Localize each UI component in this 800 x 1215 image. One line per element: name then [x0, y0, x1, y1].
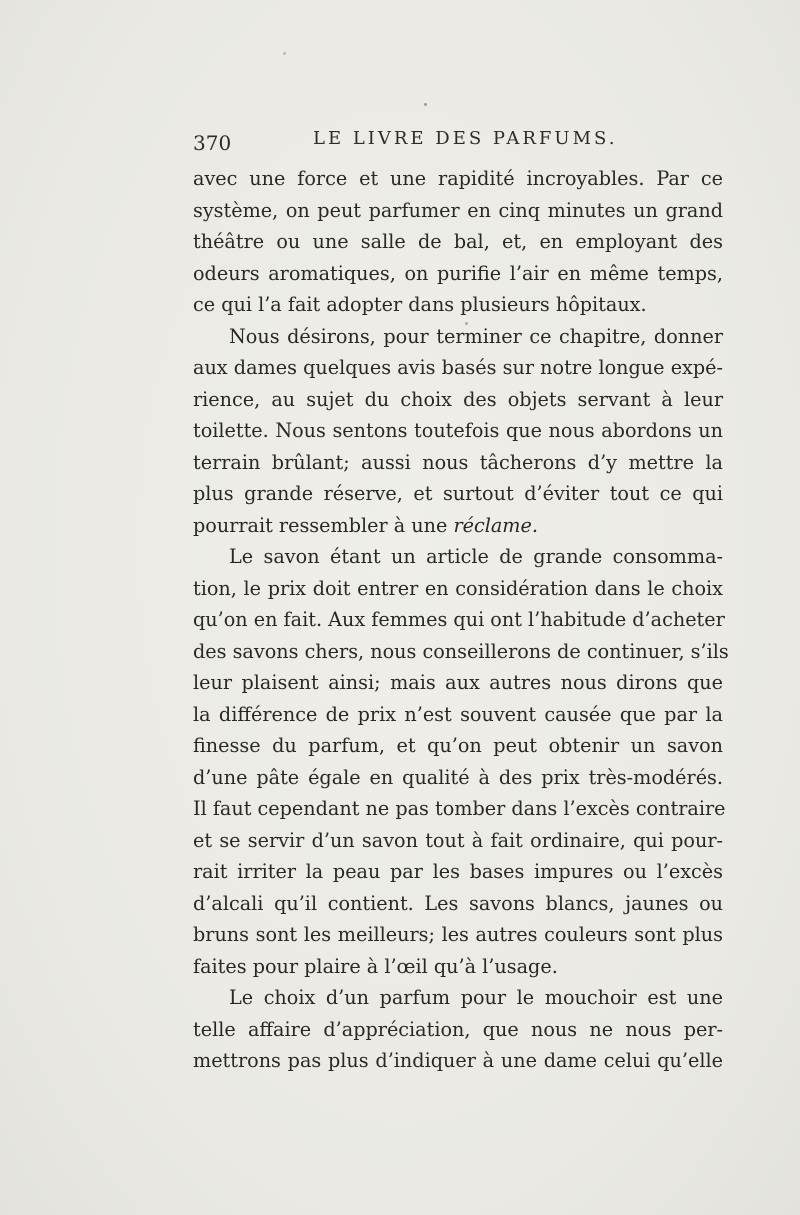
- ink-speck: [283, 52, 286, 55]
- text-line: [193, 352, 723, 384]
- text-line: [193, 321, 723, 353]
- running-title: LE LIVRE DES PARFUMS.: [313, 128, 618, 149]
- text-segment: Le choix d’un parfum pour le mouchoir est une: [229, 986, 723, 1009]
- text-line: [193, 289, 723, 321]
- text-segment: aux dames quelques avis basés sur notre longue expé-: [193, 356, 723, 379]
- italic-word: réclame.: [453, 513, 538, 537]
- page-number: 370: [193, 131, 232, 155]
- text-segment: et se servir d’un savon tout à fait ordinaire, qui pour-: [193, 828, 723, 852]
- ink-speck: [424, 103, 427, 106]
- text-segment: qu’on en fait. Aux femmes qui ont l’habitude d’acheter: [193, 608, 725, 631]
- text-segment: rience, au sujet du choix des objets servant à leur: [193, 387, 723, 411]
- text-segment: Il faut cependant ne pas tomber dans l’excès contraire: [193, 797, 726, 820]
- text-segment: faites pour plaire à l’œil qu’à l’usage.: [193, 954, 558, 978]
- text-segment: leur plaisent ainsi; mais aux autres nous dirons que: [193, 671, 723, 694]
- text-segment: finesse du parfum, et qu’on peut obtenir un savon: [193, 734, 723, 757]
- text-segment: Le savon étant un article de grande consomma-: [229, 545, 723, 568]
- page-header: [193, 128, 723, 158]
- text-segment: terrain brûlant; aussi nous tâcherons d’y mettre la: [193, 450, 723, 474]
- text-line: [193, 919, 723, 951]
- text-line: [193, 951, 723, 983]
- text-segment: des savons chers, nous conseillerons de continuer, s’ils: [193, 639, 729, 663]
- text-segment: système, on peut parfumer en cinq minutes un grand: [193, 198, 723, 222]
- text-line: [193, 982, 723, 1014]
- text-line: [193, 258, 723, 290]
- text-segment: telle affaire d’appréciation, que nous ne nous per-: [193, 1017, 723, 1041]
- text-segment: bruns sont les meilleurs; les autres couleurs sont plus: [193, 923, 723, 946]
- text-segment: odeurs aromatiques, on purifie l’air en même temps,: [193, 261, 723, 285]
- text-line: [193, 447, 723, 479]
- text-line: [193, 415, 723, 447]
- text-line: [193, 793, 726, 825]
- text-segment: la différence de prix n’est souvent causée que par la: [193, 702, 723, 726]
- text-segment: théâtre ou une salle de bal, et, en employant des: [193, 230, 723, 253]
- text-segment: plus grande réserve, et surtout d’éviter tout ce qui: [193, 482, 723, 505]
- text-segment: toilette. Nous sentons toutefois que nous abordons un: [193, 419, 723, 442]
- text-line: [193, 163, 723, 195]
- text-line: [193, 1045, 723, 1077]
- text-segment: Nous désirons, pour terminer ce chapitre, donner: [229, 324, 723, 348]
- text-line: [193, 825, 723, 857]
- text-line: [193, 762, 723, 794]
- text-line: [193, 573, 723, 605]
- text-segment: d’alcali qu’il contient. Les savons blancs, jaunes ou: [193, 891, 723, 915]
- text-line: [193, 384, 723, 416]
- text-segment: tion, le prix doit entrer en considération dans le choix: [193, 576, 723, 600]
- text-segment: mettrons pas plus d’indiquer à une dame celui qu’elle: [193, 1049, 723, 1072]
- text-segment: d’une pâte égale en qualité à des prix très-modérés.: [193, 765, 723, 789]
- text-line: [193, 856, 723, 888]
- text-line: [193, 636, 729, 668]
- text-line: [193, 699, 723, 731]
- text-line: [193, 1014, 723, 1046]
- text-segment: pourrait ressembler à une: [193, 513, 454, 537]
- text-line: [193, 888, 723, 920]
- text-line: [193, 541, 723, 573]
- body-text: [193, 163, 729, 1077]
- text-line: [193, 226, 723, 258]
- text-segment: rait irriter la peau par les bases impures ou l’excès: [193, 860, 723, 883]
- text-line: [193, 604, 723, 636]
- text-line: [193, 510, 723, 542]
- text-segment: ce qui l’a fait adopter dans plusieurs hôpitaux.: [193, 293, 647, 316]
- text-line: [193, 667, 723, 699]
- text-line: [193, 195, 723, 227]
- text-segment: avec une force et une rapidité incroyables. Par ce: [193, 167, 723, 190]
- text-line: [193, 730, 723, 762]
- text-line: [193, 478, 723, 510]
